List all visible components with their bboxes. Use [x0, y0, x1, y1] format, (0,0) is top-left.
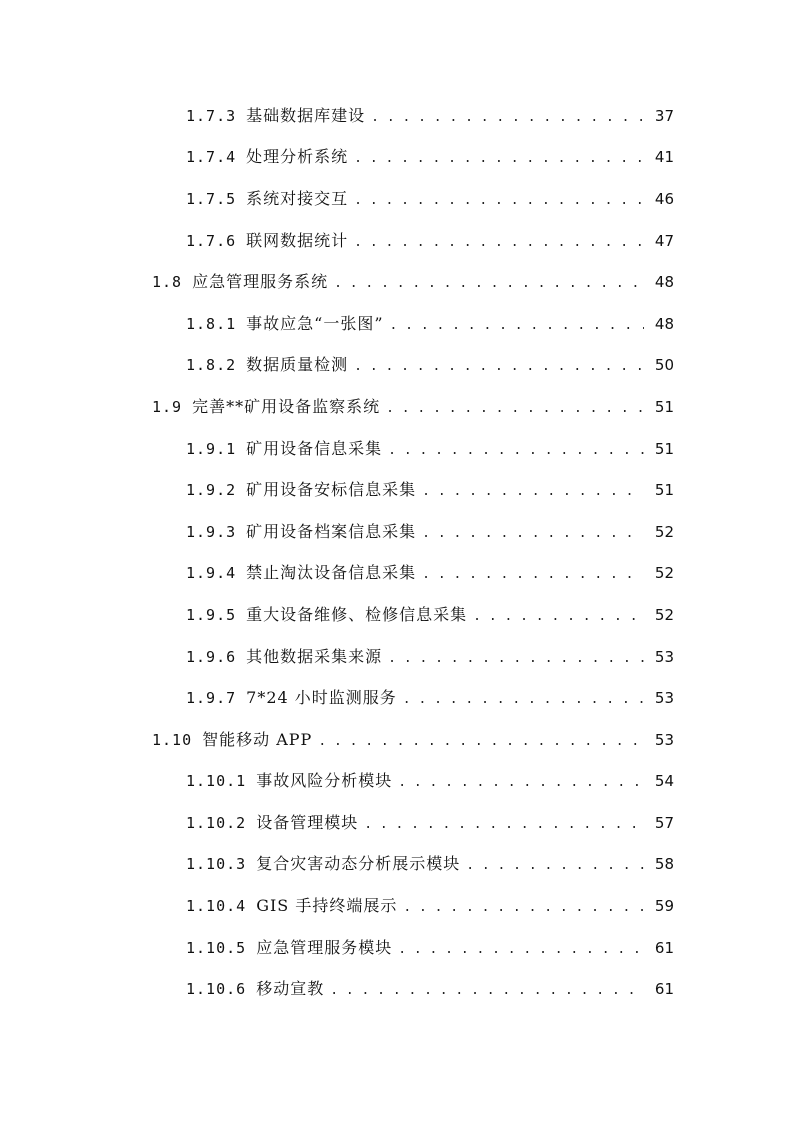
toc-entry[interactable] — [0, 844, 793, 886]
entry-title: 智能移动 APP — [202, 729, 313, 749]
entry-number: 1.10.5 — [186, 938, 247, 957]
page-number: 51 — [654, 397, 674, 416]
entry-title: 应急管理服务模块 — [256, 937, 393, 957]
dot-leader — [354, 233, 644, 253]
entry-number: 1.9.5 — [186, 605, 237, 624]
entry-number: 1.8 — [152, 273, 183, 292]
dot-leader — [388, 441, 644, 461]
toc-entry[interactable] — [0, 677, 793, 719]
entry-title: 联网数据统计 — [246, 230, 349, 250]
dot-leader — [388, 649, 644, 669]
entry-title: 基础数据库建设 — [246, 105, 366, 125]
entry-number: 1.9.3 — [186, 522, 237, 541]
toc-entry[interactable] — [0, 636, 793, 678]
entry-title: 禁止淘汰设备信息采集 — [246, 563, 417, 583]
dot-leader — [398, 940, 644, 960]
page-number: 53 — [654, 689, 674, 708]
entry-number: 1.7.5 — [186, 189, 237, 208]
entry-number: 1.10.2 — [186, 813, 247, 832]
table-of-contents — [0, 95, 793, 1010]
dot-leader — [403, 690, 644, 710]
dot-leader — [398, 773, 644, 793]
toc-entry[interactable] — [0, 594, 793, 636]
toc-entry[interactable] — [0, 761, 793, 803]
toc-entry[interactable] — [0, 719, 793, 761]
toc-entry[interactable] — [0, 968, 793, 1010]
entry-number: 1.9.1 — [186, 439, 237, 458]
page-number: 48 — [654, 273, 674, 292]
page-number: 52 — [654, 564, 674, 583]
toc-entry[interactable] — [0, 802, 793, 844]
entry-number: 1.10.3 — [186, 855, 247, 874]
toc-entry[interactable] — [0, 927, 793, 969]
entry-title: 应急管理服务系统 — [192, 272, 329, 292]
entry-number: 1.10.4 — [186, 897, 247, 916]
page-number: 58 — [654, 855, 674, 874]
toc-entry[interactable] — [0, 261, 793, 303]
toc-entry[interactable] — [0, 178, 793, 220]
toc-entry[interactable] — [0, 469, 793, 511]
page-number: 52 — [654, 605, 674, 624]
toc-entry[interactable] — [0, 95, 793, 137]
entry-number: 1.9.7 — [186, 689, 237, 708]
dot-leader — [386, 399, 644, 419]
entry-number: 1.9 — [152, 397, 183, 416]
entry-title: 矿用设备安标信息采集 — [246, 480, 417, 500]
entry-title: 数据质量检测 — [246, 355, 349, 375]
page-number: 51 — [654, 439, 674, 458]
dot-leader — [403, 898, 644, 918]
entry-title: 移动宣教 — [256, 979, 325, 999]
entry-number: 1.9.2 — [186, 481, 237, 500]
page-number: 61 — [654, 938, 674, 957]
toc-entry[interactable] — [0, 303, 793, 345]
dot-leader — [422, 565, 644, 585]
entry-number: 1.10.1 — [186, 772, 247, 791]
entry-number: 1.8.2 — [186, 356, 237, 375]
entry-title: 矿用设备信息采集 — [246, 438, 383, 458]
dot-leader — [334, 274, 644, 294]
dot-leader — [318, 732, 644, 752]
entry-number: 1.7.4 — [186, 148, 237, 167]
page-number: 41 — [654, 148, 674, 167]
page-number: 53 — [654, 730, 674, 749]
entry-number: 1.7.3 — [186, 106, 237, 125]
entry-title: 设备管理模块 — [256, 812, 359, 832]
toc-entry[interactable] — [0, 137, 793, 179]
dot-leader — [390, 316, 644, 336]
dot-leader — [364, 815, 644, 835]
page-number: 52 — [654, 522, 674, 541]
entry-title: 其他数据采集来源 — [246, 646, 383, 666]
dot-leader — [354, 191, 644, 211]
entry-title: GIS 手持终端展示 — [256, 896, 398, 916]
dot-leader — [371, 108, 644, 128]
entry-number: 1.10 — [152, 730, 193, 749]
entry-number: 1.9.4 — [186, 564, 237, 583]
toc-entry[interactable] — [0, 511, 793, 553]
dot-leader — [466, 856, 644, 876]
page-number: 37 — [654, 106, 674, 125]
page-number: 48 — [654, 314, 674, 333]
entry-title: 事故风险分析模块 — [256, 771, 393, 791]
toc-entry[interactable] — [0, 386, 793, 428]
entry-title: 事故应急“一张图” — [246, 313, 384, 333]
toc-entry[interactable] — [0, 885, 793, 927]
toc-entry[interactable] — [0, 220, 793, 262]
toc-entry[interactable] — [0, 428, 793, 470]
dot-leader — [473, 607, 644, 627]
dot-leader — [330, 981, 644, 1001]
dot-leader — [354, 149, 644, 169]
page-number: 51 — [654, 481, 674, 500]
entry-title: 系统对接交互 — [246, 188, 349, 208]
dot-leader — [422, 482, 644, 502]
toc-entry[interactable] — [0, 553, 793, 595]
entry-number: 1.8.1 — [186, 314, 237, 333]
entry-title: 复合灾害动态分析展示模块 — [256, 854, 461, 874]
page-number: 57 — [654, 813, 674, 832]
page-number: 46 — [654, 189, 674, 208]
entry-title: 重大设备维修、检修信息采集 — [246, 604, 468, 624]
page-number: 61 — [654, 980, 674, 999]
page-number: 54 — [654, 772, 674, 791]
entry-number: 1.7.6 — [186, 231, 237, 250]
entry-title: 矿用设备档案信息采集 — [246, 521, 417, 541]
dot-leader — [354, 357, 644, 377]
entry-title: 处理分析系统 — [246, 147, 349, 167]
dot-leader — [422, 524, 644, 544]
entry-title: 完善**矿用设备监察系统 — [192, 396, 381, 416]
entry-number: 1.10.6 — [186, 980, 247, 999]
page-number: 50 — [654, 356, 674, 375]
page-number: 53 — [654, 647, 674, 666]
entry-number: 1.9.6 — [186, 647, 237, 666]
page-number: 59 — [654, 897, 674, 916]
entry-title: 7*24 小时监测服务 — [246, 688, 397, 708]
toc-entry[interactable] — [0, 345, 793, 387]
page-number: 47 — [654, 231, 674, 250]
